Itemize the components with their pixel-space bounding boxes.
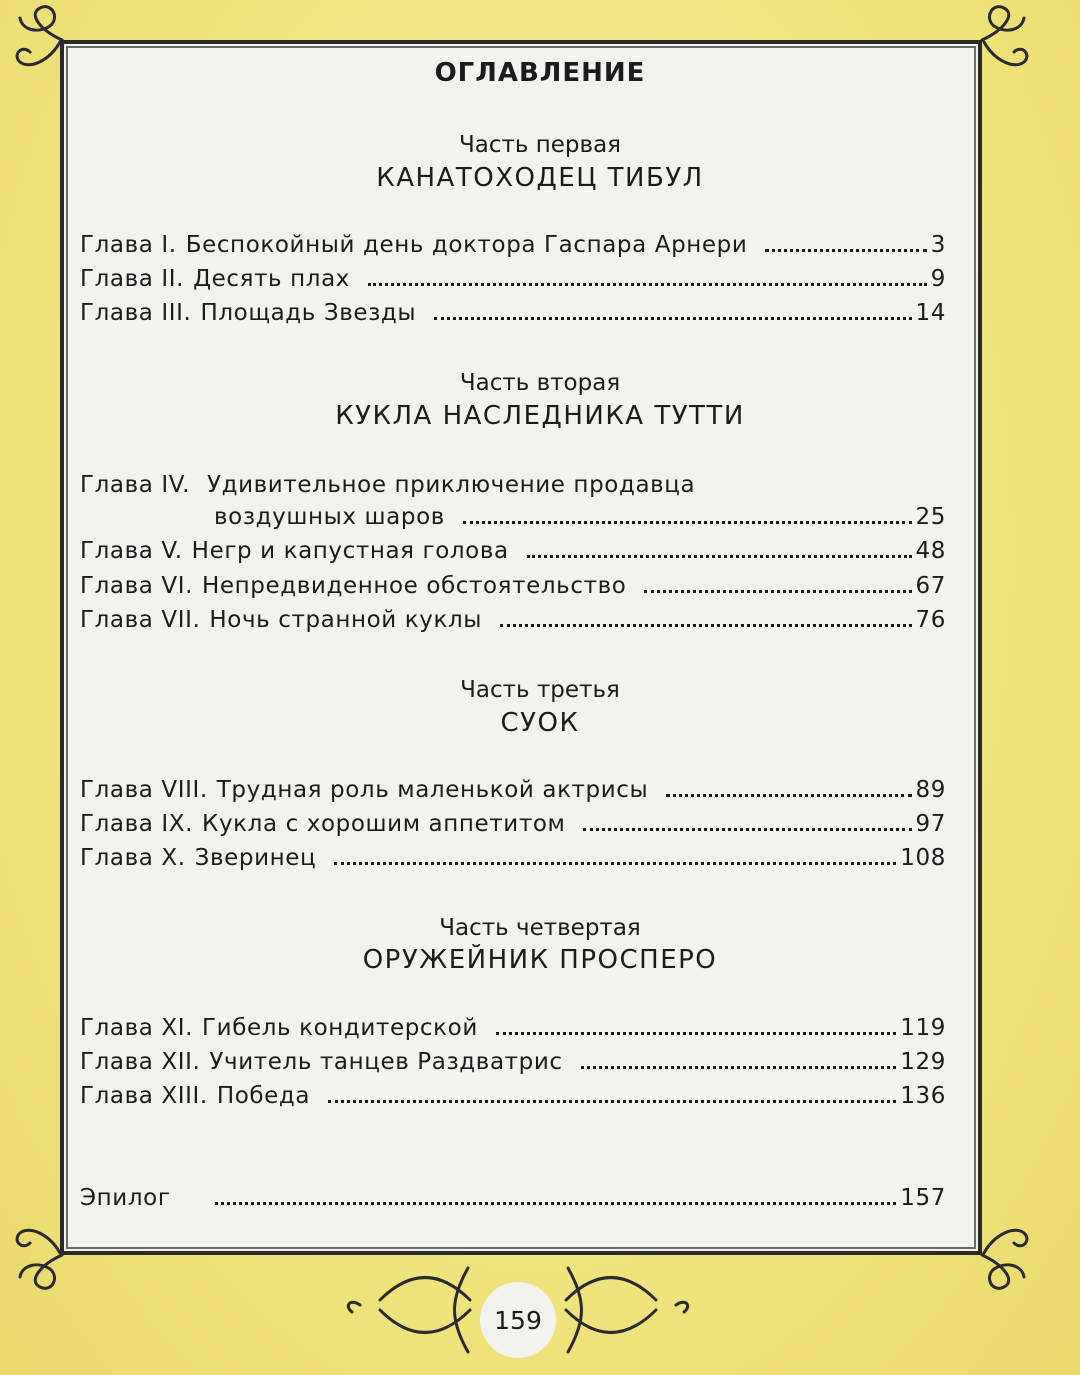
chapter-page: 89 — [915, 777, 946, 803]
chapter-page: 3 — [930, 232, 946, 258]
page-title: ОГЛАВЛЕНИЕ — [434, 58, 646, 88]
chapter-name: Площадь Звезды — [200, 300, 417, 326]
chapter-page: 76 — [915, 607, 946, 633]
toc-entry-epilogue — [80, 1185, 946, 1211]
chapter-page: 9 — [930, 266, 946, 292]
chapter-name: Беспокойный день доктора Гаспара Арнери — [185, 232, 748, 258]
toc-entry — [80, 300, 946, 326]
chapter-name: Удивительное приключение продавца — [206, 472, 696, 498]
toc-entry — [80, 811, 946, 837]
chapter-name-continuation: воздушных шаров — [214, 504, 445, 530]
toc-entry-continuation — [214, 504, 946, 530]
part-label: Часть третья — [460, 677, 620, 703]
chapter-number: Глава V. — [80, 538, 183, 564]
part-title: СУОК — [500, 708, 580, 738]
part-title: КАНАТОХОДЕЦ ТИБУЛ — [376, 163, 704, 193]
chapter-number: Глава VI. — [80, 573, 194, 599]
toc-entry — [80, 1015, 946, 1041]
chapter-page: 136 — [900, 1083, 946, 1109]
toc-entry — [80, 232, 946, 258]
part-label: Часть вторая — [459, 370, 621, 396]
toc-entry — [80, 1083, 946, 1109]
chapter-page: 108 — [900, 845, 946, 871]
dot-leader — [644, 586, 911, 593]
dot-leader — [765, 245, 926, 252]
dot-leader — [215, 1198, 897, 1205]
chapter-number: Глава XII. — [80, 1049, 201, 1075]
dot-leader — [583, 824, 911, 831]
dot-leader — [368, 279, 927, 286]
dot-leader — [500, 620, 912, 627]
dot-leader — [328, 1096, 896, 1103]
chapter-page: 25 — [915, 504, 946, 530]
chapter-name: Негр и капустная голова — [191, 538, 509, 564]
chapter-number: Глава IX. — [80, 811, 194, 837]
chapter-page: 119 — [900, 1015, 946, 1041]
toc-entry — [80, 266, 946, 292]
dot-leader — [463, 517, 912, 524]
chapter-page: 97 — [915, 811, 946, 837]
chapter-page: 48 — [915, 538, 946, 564]
chapter-name: Ночь странной куклы — [209, 607, 483, 633]
dot-leader — [581, 1062, 897, 1069]
toc-entry — [80, 573, 946, 599]
part-title: КУКЛА НАСЛЕДНИКА ТУТТИ — [335, 401, 745, 431]
chapter-name: Трудная роль маленькой актрисы — [216, 777, 649, 803]
chapter-number: Глава VII. — [80, 607, 201, 633]
chapter-name: Учитель танцев Раздватрис — [209, 1049, 563, 1075]
dot-leader — [527, 551, 912, 558]
toc-entry — [80, 777, 946, 803]
epilogue-name: Эпилог — [80, 1185, 171, 1211]
chapter-name: Победа — [216, 1083, 311, 1109]
chapter-name: Кукла с хорошим аппетитом — [202, 811, 566, 837]
chapter-name: Десять плах — [193, 266, 350, 292]
part-title: ОРУЖЕЙНИК ПРОСПЕРО — [362, 945, 718, 975]
dot-leader — [434, 313, 911, 320]
part-label: Часть четвертая — [439, 915, 641, 941]
chapter-number: Глава IV. — [80, 472, 191, 498]
chapter-page: 67 — [915, 573, 946, 599]
chapter-number: Глава X. — [80, 845, 186, 871]
toc-entry — [80, 1049, 946, 1075]
chapter-number: Глава I. — [80, 232, 177, 258]
page-number: 159 — [480, 1282, 556, 1358]
chapter-page: 14 — [915, 300, 946, 326]
part-label: Часть первая — [458, 132, 622, 158]
chapter-page: 129 — [900, 1049, 946, 1075]
chapter-number: Глава III. — [80, 300, 192, 326]
chapter-number: Глава VIII. — [80, 777, 208, 803]
toc-entry — [80, 845, 946, 871]
toc-entry-first-line — [80, 472, 946, 498]
toc-entry — [80, 607, 946, 633]
epilogue-page: 157 — [900, 1185, 946, 1211]
chapter-number: Глава XI. — [80, 1015, 194, 1041]
toc-entry — [80, 538, 946, 564]
dot-leader — [496, 1028, 896, 1035]
chapter-name: Гибель кондитерской — [202, 1015, 478, 1041]
dot-leader — [666, 790, 911, 797]
chapter-name: Непредвиденное обстоятельство — [202, 573, 627, 599]
chapter-number: Глава XIII. — [80, 1083, 208, 1109]
chapter-name: Зверинец — [194, 845, 317, 871]
dot-leader — [334, 858, 896, 865]
chapter-number: Глава II. — [80, 266, 185, 292]
